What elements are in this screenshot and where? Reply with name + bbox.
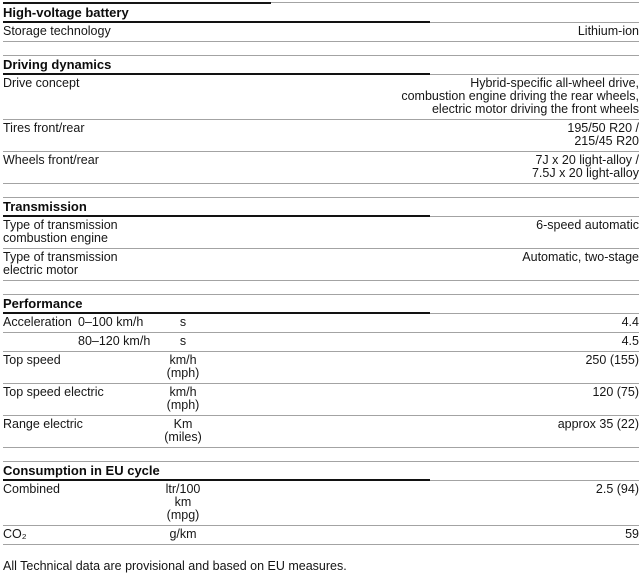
spec-row [3, 314, 639, 333]
text-line: s [179, 334, 187, 348]
text-line: 7.5J x 20 light-alloy [531, 166, 639, 180]
row-label [3, 418, 151, 444]
row-unit [151, 154, 215, 180]
section-header [3, 294, 639, 314]
section-title: Performance [3, 295, 430, 314]
spec-row [3, 333, 639, 352]
row-label [3, 354, 151, 380]
text-line: 195/50 R20 / [567, 121, 639, 135]
spec-section-high-voltage-battery [3, 4, 639, 42]
text-line: (miles) [164, 430, 202, 444]
spec-row [3, 75, 639, 120]
text-line: 2.5 (94) [595, 482, 639, 496]
text-line: combustion engine [3, 231, 108, 245]
text-line: km/h [169, 353, 197, 367]
text-line: s [179, 315, 187, 329]
text-line: km/h [169, 385, 197, 399]
row-label [3, 251, 151, 277]
spec-row [3, 217, 639, 249]
text-line: g/km [169, 527, 197, 541]
text-line: (mph) [166, 366, 200, 380]
spec-row [3, 526, 639, 545]
row-label [3, 25, 151, 38]
text-line: 4.4 [621, 315, 639, 329]
row-unit [151, 335, 215, 348]
row-value [215, 418, 639, 444]
text-line: Range electric [3, 417, 83, 431]
row-sublabel [78, 316, 151, 329]
row-value [215, 154, 639, 180]
row-sublabel [78, 335, 151, 348]
row-unit [151, 316, 215, 329]
text-line: ltr/100 [165, 482, 201, 496]
row-value [215, 25, 639, 38]
text-line: Tires front/rear [3, 121, 85, 135]
section-title: Transmission [3, 198, 430, 217]
section-header [3, 4, 639, 23]
text-line: 4.5 [621, 334, 639, 348]
row-value [215, 528, 639, 541]
row-unit [151, 354, 215, 380]
row-label [3, 528, 151, 541]
spec-row [3, 23, 639, 42]
spec-section-transmission [3, 197, 639, 281]
section-title: Driving dynamics [3, 56, 430, 75]
section-header-rule [430, 295, 639, 314]
row-value [215, 77, 639, 116]
text-line: combustion engine driving the rear wheels, [401, 89, 639, 103]
section-header-rule [430, 56, 639, 75]
spec-section-driving-dynamics [3, 55, 639, 184]
row-value [215, 251, 639, 277]
text-line: Wheels front/rear [3, 153, 99, 167]
row-unit [151, 418, 215, 444]
row-unit [151, 77, 215, 116]
text-line: km [174, 495, 192, 509]
spec-section-performance [3, 294, 639, 448]
section-title: High-voltage battery [3, 4, 430, 23]
spec-row [3, 120, 639, 152]
row-value [215, 354, 639, 380]
section-header [3, 461, 639, 481]
row-label [3, 386, 151, 412]
section-title: Consumption in EU cycle [3, 462, 430, 481]
row-label [3, 483, 151, 522]
row-value [215, 122, 639, 148]
row-value [215, 483, 639, 522]
row-unit [151, 251, 215, 277]
text-line: electric motor driving the front wheels [431, 102, 639, 116]
row-label [3, 219, 151, 245]
text-line: 80–120 km/h [78, 334, 151, 348]
section-header [3, 197, 639, 217]
text-line: Type of transmission [3, 250, 118, 264]
text-line: Km [173, 417, 193, 431]
section-header [3, 55, 639, 75]
spec-row [3, 152, 639, 184]
text-line: (mph) [166, 398, 200, 412]
text-line: 0–100 km/h [78, 315, 144, 329]
spec-row [3, 352, 639, 384]
text-line [3, 335, 78, 348]
row-value [215, 335, 639, 348]
text-line: Type of transmission [3, 218, 118, 232]
row-value [215, 316, 639, 329]
footnote: All Technical data are provisional and based on EU measures. [3, 559, 347, 573]
section-header-rule [430, 198, 639, 217]
text-line: Hybrid-specific all-wheel drive, [470, 76, 639, 90]
text-line: Acceleration [3, 315, 72, 329]
row-label [3, 335, 78, 348]
row-unit [151, 528, 215, 541]
spec-row [3, 481, 639, 526]
spec-section-consumption-in-eu-cycle [3, 461, 639, 545]
sections-container [3, 4, 639, 545]
row-unit [151, 386, 215, 412]
row-label [3, 122, 151, 148]
row-value [215, 219, 639, 245]
section-header-rule [430, 462, 639, 481]
text-line: 7J x 20 light-alloy / [535, 153, 639, 167]
text-line: CO₂ [3, 527, 27, 541]
spec-row [3, 249, 639, 281]
text-line: 250 (155) [585, 353, 639, 367]
row-unit [151, 122, 215, 148]
row-unit [151, 219, 215, 245]
text-line: Drive concept [3, 76, 80, 90]
text-line: (mpg) [166, 508, 200, 522]
row-label [3, 154, 151, 180]
row-unit [151, 25, 215, 38]
text-line: approx 35 (22) [557, 417, 639, 431]
text-line: 6-speed automatic [536, 218, 639, 232]
text-line: electric motor [3, 263, 79, 277]
row-label [3, 316, 78, 329]
text-line: 215/45 R20 [574, 134, 639, 148]
row-value [215, 386, 639, 412]
text-line: Combined [3, 482, 60, 496]
text-line: Automatic, two-stage [522, 250, 639, 264]
text-line: Top speed electric [3, 385, 104, 399]
row-label [3, 77, 151, 116]
spec-row [3, 416, 639, 448]
spec-row [3, 384, 639, 416]
section-header-rule [430, 4, 639, 23]
text-line: 120 (75) [592, 385, 639, 399]
text-line: Top speed [3, 353, 61, 367]
row-unit [151, 483, 215, 522]
text-line: Storage technology [3, 24, 111, 38]
text-line: 59 [625, 527, 639, 541]
text-line: Lithium-ion [577, 24, 639, 38]
